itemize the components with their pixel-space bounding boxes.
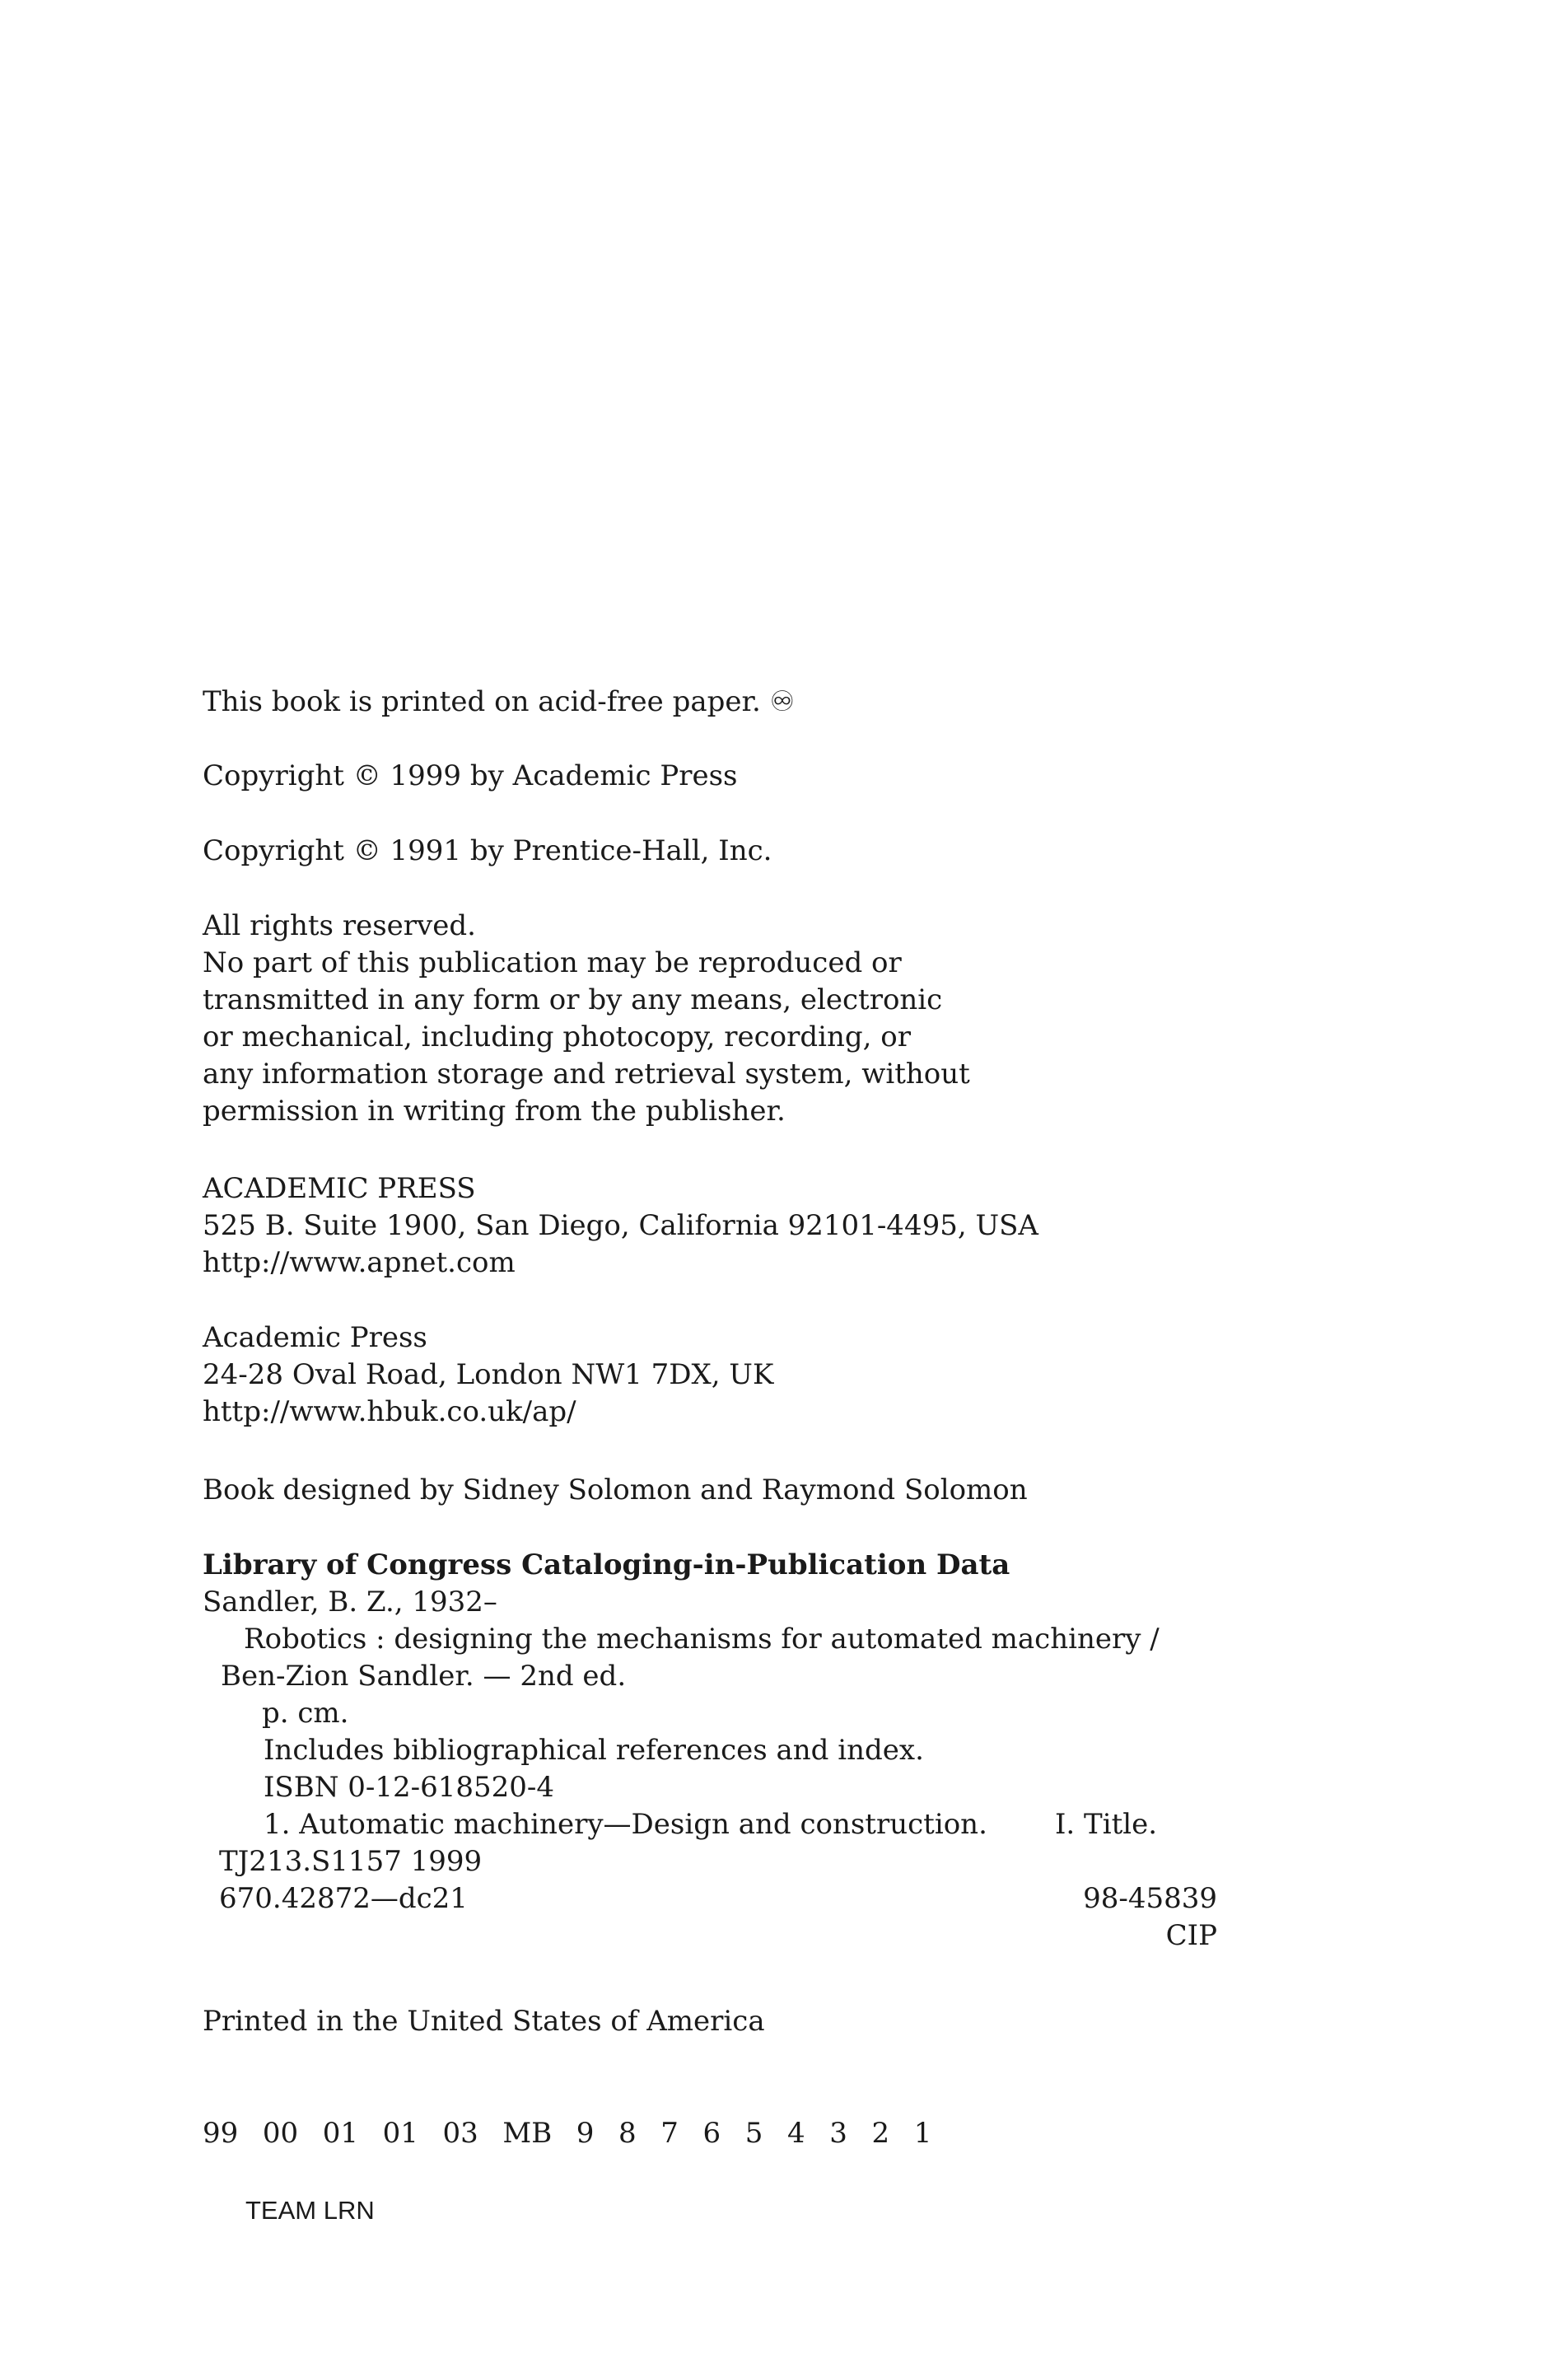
publisher-us <box>203 1170 1038 1282</box>
publisher-us-address: 525 B. Suite 1900, San Diego, California 92101-4495, USA <box>203 1209 1038 1242</box>
printed-in-text: Printed in the United States of America <box>203 2005 765 2038</box>
publisher-uk-url: http://www.hbuk.co.uk/ap/ <box>203 1395 576 1428</box>
rights-line: No part of this publication may be reproduced or <box>203 946 902 979</box>
designer-credit <box>203 1472 1028 1509</box>
cip-data-block <box>203 1547 1217 1955</box>
cip-pages: p. cm. <box>262 1697 349 1730</box>
cip-ddc: 670.42872—dc21 <box>219 1882 468 1915</box>
cip-isbn: ISBN 0-12-618520-4 <box>264 1771 555 1804</box>
cip-ddc-row <box>203 1880 1217 1917</box>
cip-tag: CIP <box>1165 1919 1217 1952</box>
cip-heading: Library of Congress Cataloging-in-Publication Data <box>203 1548 1010 1581</box>
cip-title-tag: I. Title. <box>1055 1808 1158 1841</box>
publisher-uk-address: 24-28 Oval Road, London NW1 7DX, UK <box>203 1358 774 1391</box>
designer-credit-text: Book designed by Sidney Solomon and Raymond Solomon <box>203 1474 1028 1506</box>
print-line-numbers: 99 00 01 01 03 MB 9 8 7 6 5 4 3 2 1 <box>203 2117 932 2150</box>
copyright-2 <box>203 833 772 870</box>
print-line <box>203 2115 931 2152</box>
copyright-1-text: Copyright © 1999 by Academic Press <box>203 759 738 792</box>
publisher-uk-name: Academic Press <box>203 1321 427 1354</box>
paper-note-text: This book is printed on acid-free paper. ♾ <box>203 685 796 718</box>
rights-line: All rights reserved. <box>203 909 476 942</box>
cip-lcc: TJ213.S1157 1999 <box>219 1845 483 1878</box>
publisher-us-name: ACADEMIC PRESS <box>203 1172 476 1205</box>
paper-note <box>203 684 795 721</box>
rights-line: any information storage and retrieval system, without <box>203 1058 970 1091</box>
cip-title-line1: Robotics : designing the mechanisms for automated machinery / <box>244 1623 1160 1656</box>
publisher-us-url: http://www.apnet.com <box>203 1246 516 1279</box>
cip-biblio: Includes bibliographical references and index. <box>264 1734 924 1767</box>
footer-mark-text: TEAM LRN <box>245 2196 375 2225</box>
printed-in <box>203 2003 765 2040</box>
cip-subject: 1. Automatic machinery—Design and construction. <box>264 1808 987 1841</box>
copyright-1 <box>203 758 738 795</box>
footer-mark <box>245 2194 375 2227</box>
copyright-2-text: Copyright © 1991 by Prentice-Hall, Inc. <box>203 834 772 867</box>
rights-line: transmitted in any form or by any means, electronic <box>203 983 943 1016</box>
publisher-uk <box>203 1319 773 1431</box>
cip-author: Sandler, B. Z., 1932– <box>203 1586 497 1618</box>
cip-title-line2: Ben-Zion Sandler. — 2nd ed. <box>221 1660 627 1693</box>
cip-tag-row <box>203 1917 1217 1955</box>
rights-line: permission in writing from the publisher. <box>203 1095 786 1128</box>
cip-lccn: 98-45839 <box>1083 1882 1217 1915</box>
cip-subject-row <box>203 1806 1217 1843</box>
rights-notice <box>203 908 970 1130</box>
rights-line: or mechanical, including photocopy, recording, or <box>203 1021 911 1053</box>
